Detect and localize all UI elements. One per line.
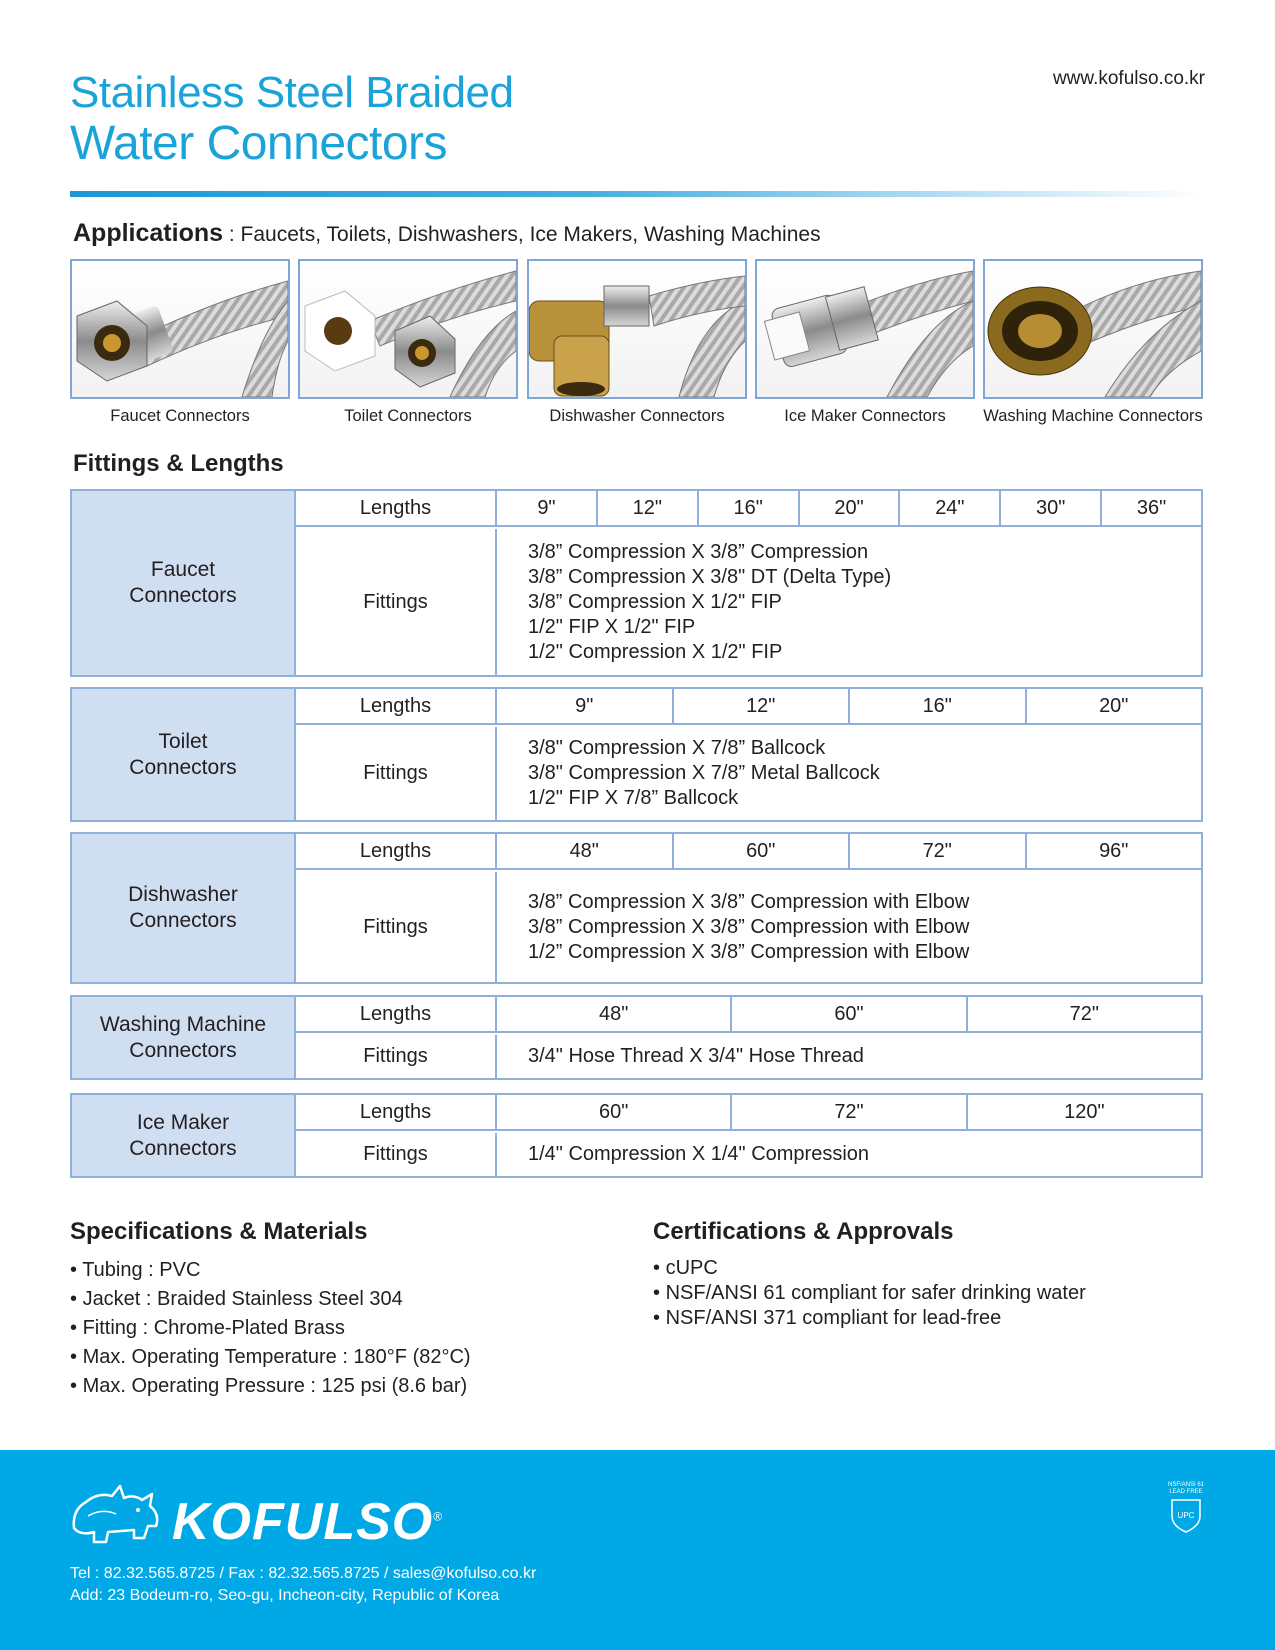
- washing-machine-category-cell: Washing Machine Connectors: [72, 997, 296, 1078]
- dishwasher-table: [70, 832, 1203, 984]
- toilet-lengths-values: [497, 689, 1201, 723]
- faucet-category-cell: Faucet Connectors: [72, 491, 296, 675]
- fitting-item: 3/8" Compression X 7/8” Ballcock: [528, 737, 826, 759]
- toilet-connector-photo: [298, 259, 518, 399]
- length-value: 60": [674, 834, 851, 868]
- photo-caption-ice-maker: Ice Maker Connectors: [784, 407, 946, 425]
- dishwasher-lengths-row: [296, 834, 1201, 870]
- washing-machine-lengths-values: [497, 997, 1201, 1031]
- fitting-item: 1/2” Compression X 3/8” Compression with Elbow: [528, 940, 970, 963]
- ice-maker-lengths-values: [497, 1095, 1201, 1129]
- fitting-item: 1/2" FIP X 1/2" FIP: [528, 615, 696, 638]
- product-photo-ice-maker: [755, 259, 975, 426]
- dishwasher-connector-photo: [527, 259, 747, 399]
- spec-item: • Fitting : Chrome-Plated Brass: [70, 1314, 471, 1343]
- contact-line-address: Add: 23 Bodeum-ro, Seo-gu, Incheon-city, Republic of Korea: [70, 1587, 500, 1604]
- page-title-line1: Stainless Steel Braided: [70, 68, 514, 117]
- ice-maker-fittings-row: [296, 1133, 1201, 1176]
- faucet-fittings-row: [296, 529, 1201, 675]
- washing-machine-fittings-list: [497, 1035, 1201, 1078]
- fittings-label: Fittings: [296, 1133, 497, 1176]
- spec-item: • Max. Operating Pressure : 125 psi (8.6 bar): [70, 1372, 471, 1401]
- fittings-label: Fittings: [296, 529, 497, 675]
- fittings-label: Fittings: [296, 872, 497, 982]
- footer: [0, 1450, 1275, 1650]
- dishwasher-fittings-row: [296, 872, 1201, 982]
- washing-machine-connector-photo: [983, 259, 1203, 399]
- upc-logo-text: NSF/ANSI 61: [1167, 1482, 1204, 1488]
- fittings-label: Fittings: [296, 1035, 497, 1078]
- dishwasher-category-cell: Dishwasher Connectors: [72, 834, 296, 982]
- length-value: 48": [497, 997, 732, 1031]
- specs-list: [70, 1256, 471, 1401]
- lengths-label: Lengths: [296, 834, 497, 868]
- fitting-item: 3/8” Compression X 1/2" FIP: [528, 590, 782, 613]
- photo-caption-faucet: Faucet Connectors: [110, 407, 250, 425]
- washing-machine-fittings-row: [296, 1035, 1201, 1078]
- spec-item: • Max. Operating Temperature : 180°F (82°C): [70, 1343, 471, 1372]
- product-photos: [70, 259, 1205, 429]
- cert-item: • cUPC: [653, 1256, 1086, 1281]
- lengths-label: Lengths: [296, 689, 497, 723]
- washing-machine-table: [70, 995, 1203, 1080]
- photo-caption-toilet: Toilet Connectors: [344, 407, 472, 425]
- faucet-lengths-values: [497, 491, 1201, 525]
- length-value: 24": [900, 491, 1001, 525]
- fitting-item: 3/8” Compression X 3/8” Compression with Elbow: [528, 915, 970, 938]
- length-value: 9": [497, 491, 598, 525]
- dishwasher-lengths-values: [497, 834, 1201, 868]
- ice-maker-lengths-row: [296, 1095, 1201, 1131]
- fitting-item: 1/4" Compression X 1/4" Compression: [528, 1143, 870, 1165]
- registered-mark: ®: [433, 1509, 444, 1524]
- product-photo-washing-machine: [983, 259, 1203, 426]
- spec-item: • Jacket : Braided Stainless Steel 304: [70, 1285, 471, 1314]
- cert-item: • NSF/ANSI 371 compliant for lead-free: [653, 1306, 1086, 1331]
- ice-maker-fittings-list: [497, 1133, 1201, 1176]
- product-photo-toilet: [298, 259, 518, 426]
- certs-list: [653, 1256, 1086, 1331]
- length-value: 20": [800, 491, 901, 525]
- faucet-table: [70, 489, 1203, 677]
- length-value: 16": [699, 491, 800, 525]
- ice-maker-connector-photo: [755, 259, 975, 399]
- applications-line: [73, 219, 821, 248]
- fittings-heading: Fittings & Lengths: [73, 450, 284, 477]
- website-link[interactable]: www.kofulso.co.kr: [1052, 68, 1205, 89]
- length-value: 72": [1069, 1002, 1099, 1025]
- photo-caption-dishwasher: Dishwasher Connectors: [549, 407, 725, 425]
- length-value: 48": [497, 834, 674, 868]
- length-value: 72": [850, 834, 1027, 868]
- upc-shield-icon: [1166, 1496, 1206, 1534]
- contact-info: [70, 1563, 536, 1607]
- ice-maker-table: [70, 1093, 1203, 1178]
- contact-line-phone: Tel : 82.32.565.8725 / Fax : 82.32.565.8725 / sales@kofulso.co.kr: [70, 1565, 537, 1582]
- product-photo-dishwasher: [527, 259, 747, 426]
- upc-logo-text: LEAD FREE: [1169, 1489, 1203, 1495]
- fittings-label: Fittings: [296, 727, 497, 820]
- length-value: 96": [1099, 839, 1129, 862]
- length-value: 30": [1001, 491, 1102, 525]
- washing-machine-lengths-row: [296, 997, 1201, 1033]
- applications-text: : Faucets, Toilets, Dishwashers, Ice Makers, Washing Machines: [223, 223, 821, 246]
- fitting-item: 3/8” Compression X 3/8” Compression with Elbow: [528, 890, 970, 913]
- length-value: 72": [732, 1095, 967, 1129]
- toilet-table: [70, 687, 1203, 822]
- brand-name: KOFULSO: [172, 1493, 434, 1551]
- upc-logo-text: UPC: [1177, 1511, 1195, 1520]
- length-value: 60": [497, 1095, 732, 1129]
- toilet-lengths-row: [296, 689, 1201, 725]
- toilet-category-cell: Toilet Connectors: [72, 689, 296, 820]
- fitting-item: 3/8” Compression X 3/8” Compression: [528, 540, 869, 563]
- faucet-fittings-list: [497, 529, 1201, 675]
- page-title-line2: Water Connectors: [70, 117, 448, 170]
- cert-item: • NSF/ANSI 61 compliant for safer drinking water: [653, 1281, 1086, 1306]
- length-value: 20": [1099, 694, 1129, 717]
- certs-heading: Certifications & Approvals: [653, 1218, 954, 1245]
- fitting-item: 1/2" Compression X 1/2" FIP: [528, 640, 783, 663]
- rhino-logo-icon: [68, 1480, 164, 1555]
- dishwasher-fittings-list: [497, 872, 1201, 982]
- ice-maker-category-cell: Ice Maker Connectors: [72, 1095, 296, 1176]
- product-photo-faucet: [70, 259, 290, 426]
- fitting-item: 3/4" Hose Thread X 3/4" Hose Thread: [528, 1045, 864, 1067]
- toilet-fittings-list: [497, 727, 1201, 820]
- header-divider: [70, 191, 1205, 197]
- fitting-item: 1/2" FIP X 7/8” Ballcock: [528, 787, 739, 809]
- length-value: 120": [1064, 1100, 1105, 1123]
- length-value: 12": [674, 689, 851, 723]
- length-value: 9": [497, 689, 674, 723]
- fitting-item: 3/8" Compression X 7/8” Metal Ballcock: [528, 762, 880, 784]
- spec-item: • Tubing : PVC: [70, 1256, 471, 1285]
- lengths-label: Lengths: [296, 491, 497, 525]
- lengths-label: Lengths: [296, 997, 497, 1031]
- toilet-fittings-row: [296, 727, 1201, 820]
- fitting-item: 3/8” Compression X 3/8" DT (Delta Type): [528, 565, 892, 588]
- photo-caption-washing-machine: Washing Machine Connectors: [983, 407, 1203, 425]
- length-value: 60": [732, 997, 967, 1031]
- length-value: 12": [598, 491, 699, 525]
- lengths-label: Lengths: [296, 1095, 497, 1129]
- length-value: 36": [1136, 496, 1167, 519]
- upc-cert-logo: [1164, 1482, 1208, 1539]
- specs-heading: Specifications & Materials: [70, 1218, 368, 1245]
- faucet-connector-photo: [70, 259, 290, 399]
- applications-label: Applications: [73, 219, 224, 247]
- faucet-lengths-row: [296, 491, 1201, 527]
- length-value: 16": [850, 689, 1027, 723]
- brand-logo: [172, 1492, 443, 1552]
